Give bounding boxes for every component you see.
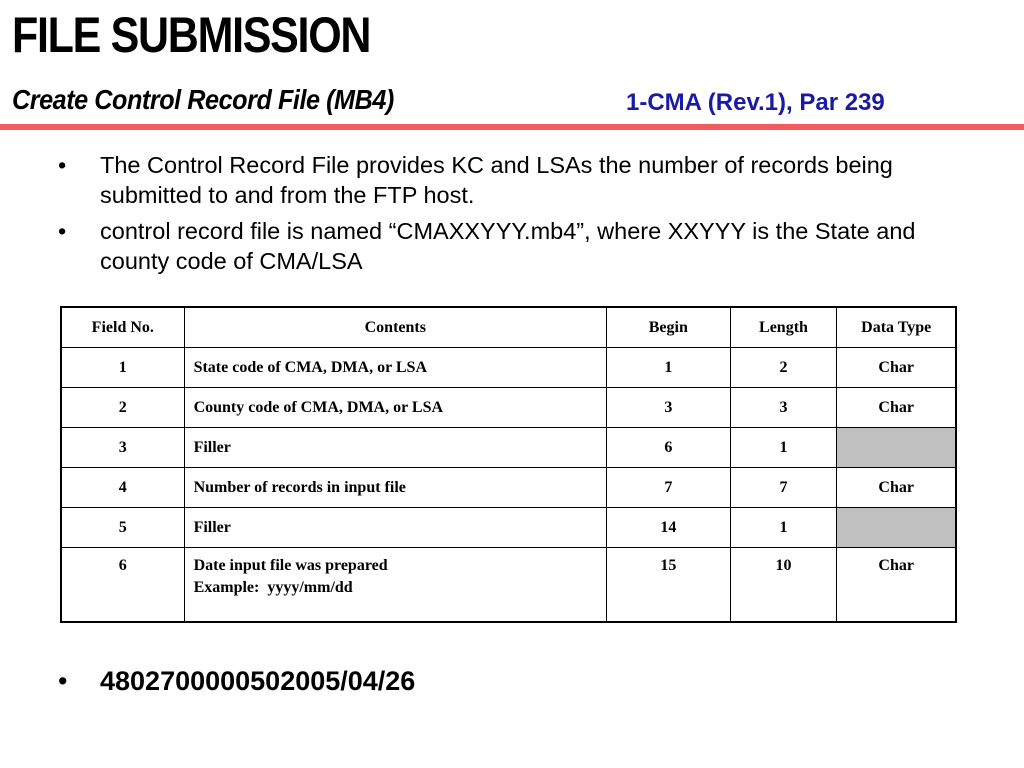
cell-data-type-filler [837, 428, 956, 468]
bullet-item [58, 150, 978, 210]
bullet-list [58, 150, 978, 282]
cell-contents-line1: Date input file was prepared [193, 557, 388, 574]
table-row [61, 428, 956, 468]
table-row [61, 348, 956, 388]
cell-data-type-filler [837, 508, 956, 548]
control-record-table [60, 306, 957, 623]
header-divider [0, 124, 1024, 130]
table-row [61, 388, 956, 428]
page-subtitle: Create Control Record File (MB4) [12, 84, 394, 115]
table-row [61, 548, 956, 623]
cell-field-no: 5 [61, 508, 184, 548]
table-row [61, 468, 956, 508]
cell-field-no: 4 [61, 468, 184, 508]
example-record-text: 4802700000502005/04/26 [100, 666, 416, 696]
cell-contents: Number of records in input file [184, 468, 606, 508]
cell-length: 2 [730, 348, 837, 388]
cell-field-no: 6 [61, 548, 184, 623]
cell-length: 1 [730, 508, 837, 548]
header-begin: Begin [607, 307, 731, 348]
header-field-no: Field No. [61, 307, 184, 348]
bullet-icon: • [58, 152, 67, 178]
table-row [61, 508, 956, 548]
bullet-item [58, 216, 978, 276]
cell-begin: 1 [607, 348, 731, 388]
bullet-icon: • [58, 666, 68, 696]
cell-begin: 3 [607, 388, 731, 428]
example-record-bullet [58, 664, 415, 698]
cell-data-type: Char [837, 468, 956, 508]
cell-data-type: Char [837, 348, 956, 388]
table-header-row [61, 307, 956, 348]
cell-contents [184, 548, 606, 623]
cell-length: 1 [730, 428, 837, 468]
bullet-text: The Control Record File provides KC and LSAs the number of records being submitted to and from the FTP host. [100, 152, 893, 208]
cell-begin: 7 [607, 468, 731, 508]
cell-begin: 14 [607, 508, 731, 548]
cell-length: 10 [730, 548, 837, 623]
cell-data-type: Char [837, 388, 956, 428]
cell-contents: State code of CMA, DMA, or LSA [184, 348, 606, 388]
page-title: FILE SUBMISSION [12, 7, 371, 63]
bullet-text: control record file is named “CMAXXYYY.mb4”, where XXYYY is the State and county code of CMA/LSA [100, 218, 916, 274]
header-data-type: Data Type [837, 307, 956, 348]
cell-contents: County code of CMA, DMA, or LSA [184, 388, 606, 428]
cell-field-no: 1 [61, 348, 184, 388]
bullet-icon: • [58, 218, 67, 244]
cell-begin: 6 [607, 428, 731, 468]
cell-length: 7 [730, 468, 837, 508]
header-contents: Contents [184, 307, 606, 348]
cell-contents: Filler [184, 428, 606, 468]
cell-field-no: 3 [61, 428, 184, 468]
reference-label: 1-CMA (Rev.1), Par 239 [626, 89, 885, 116]
cell-contents-line2: Example: yyyy/mm/dd [193, 579, 353, 596]
header-length: Length [730, 307, 837, 348]
cell-contents: Filler [184, 508, 606, 548]
cell-field-no: 2 [61, 388, 184, 428]
cell-data-type: Char [837, 548, 956, 623]
cell-length: 3 [730, 388, 837, 428]
cell-begin: 15 [607, 548, 731, 623]
